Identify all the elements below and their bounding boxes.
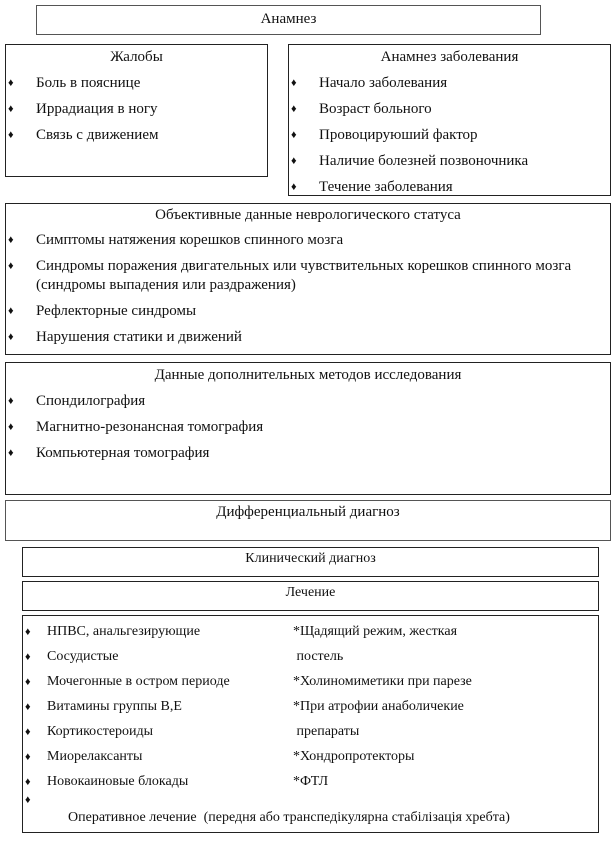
anamnesis-box xyxy=(36,5,541,35)
list-item: ♦ Течение заболевания xyxy=(291,179,453,195)
diamond-bullet-icon: ♦ xyxy=(25,676,31,688)
list-item: препараты xyxy=(293,724,360,739)
list-item: ♦ Боль в пояснице xyxy=(8,75,141,91)
list-item: ♦ Начало заболевания xyxy=(291,75,448,91)
diamond-bullet-icon: ♦ xyxy=(8,305,14,317)
disease-history-list xyxy=(289,74,610,197)
diamond-bullet-icon: ♦ xyxy=(291,129,297,141)
diamond-bullet-icon: ♦ xyxy=(8,395,14,407)
complaints-list xyxy=(6,74,267,145)
list-item: ♦ Миорелаксанты xyxy=(23,748,283,766)
diamond-bullet-icon: ♦ xyxy=(8,234,14,246)
list-item: ♦ Провоцируюший фактор xyxy=(291,127,478,143)
treatment-title: Лечение xyxy=(285,585,336,600)
list-item: ♦ Симптомы натяжения корешков спинного мозга xyxy=(8,232,344,248)
differential-diagnosis-title: Дифференциальный диагноз xyxy=(216,504,400,520)
list-item: ♦ Компьютерная томография xyxy=(8,445,210,461)
differential-diagnosis-box xyxy=(5,500,611,541)
treatments-left-list xyxy=(23,616,283,791)
additional-methods-list xyxy=(6,392,610,463)
list-item: ♦ Кортикостероиды xyxy=(23,723,283,741)
additional-methods-box xyxy=(5,362,611,495)
neuro-status-box xyxy=(5,203,611,355)
list-item: ♦ Рефлекторные синдромы xyxy=(8,303,197,319)
diamond-bullet-icon: ♦ xyxy=(8,331,14,343)
clinical-diagnosis-title: Клинический диагноз xyxy=(245,551,376,566)
diamond-bullet-icon: ♦ xyxy=(291,103,297,115)
diamond-bullet-icon: ♦ xyxy=(8,260,14,272)
anamnesis-title: Анамнез xyxy=(260,11,317,27)
list-item: ♦ Синдромы поражения двигательных или чувствительных корешков спинного мозга (синдромы выпадения или раздражения) xyxy=(8,258,572,293)
list-item: ♦ Сосудистые xyxy=(23,648,283,666)
disease-history-title: Анамнез заболевания xyxy=(380,49,519,65)
diamond-bullet-icon: ♦ xyxy=(25,776,31,788)
list-item: *Щадящий режим, жесткая xyxy=(293,624,458,639)
disease-history-box xyxy=(288,44,611,196)
list-item: ♦ Наличие болезней позвоночника xyxy=(291,153,529,169)
diamond-bullet-icon: ♦ xyxy=(291,181,297,193)
list-item: ♦ Нарушения статики и движений xyxy=(8,329,242,345)
list-item: *Холиномиметики при парезе xyxy=(293,674,472,689)
complaints-box xyxy=(5,44,268,177)
list-item: ♦ Возраст больного xyxy=(291,101,432,117)
list-item: ♦ Мочегонные в остром периоде xyxy=(23,673,283,691)
complaints-title: Жалобы xyxy=(110,49,163,65)
diamond-bullet-icon: ♦ xyxy=(25,794,31,806)
diamond-bullet-icon: ♦ xyxy=(25,726,31,738)
diamond-bullet-icon: ♦ xyxy=(25,701,31,713)
treatments-box xyxy=(22,615,599,833)
treatments-right-list xyxy=(293,616,593,791)
list-item: ♦ Иррадиация в ногу xyxy=(8,101,158,117)
list-item: ♦ Спондилография xyxy=(8,393,146,409)
diamond-bullet-icon: ♦ xyxy=(8,103,14,115)
diamond-bullet-icon: ♦ xyxy=(8,447,14,459)
clinical-diagnosis-box xyxy=(22,547,599,577)
list-item: постель xyxy=(293,649,344,664)
list-item: *ФТЛ xyxy=(293,774,329,789)
diamond-bullet-icon: ♦ xyxy=(25,751,31,763)
additional-methods-title: Данные дополнительных методов исследования xyxy=(154,367,462,383)
list-item: ♦ Новокаиновые блокады xyxy=(23,773,283,791)
diamond-bullet-icon: ♦ xyxy=(8,77,14,89)
list-item: ♦ Связь с движением xyxy=(8,127,159,143)
list-item: ♦ НПВС, анальгезирующие xyxy=(23,623,283,641)
neuro-status-title: Объективные данные неврологического статуса xyxy=(155,207,461,223)
list-item: ♦ Витамины группы В,Е xyxy=(23,698,283,716)
list-item: *Хондропротекторы xyxy=(293,749,415,764)
diamond-bullet-icon: ♦ xyxy=(25,651,31,663)
list-item: *При атрофии анаболичекие xyxy=(293,699,464,714)
treatment-box xyxy=(22,581,599,611)
treatment-surgery-item: ♦ Оперативное лечение (передня або транспедікулярна стабілізація хребта) xyxy=(23,791,607,845)
neuro-status-list xyxy=(6,231,610,347)
diamond-bullet-icon: ♦ xyxy=(25,626,31,638)
diamond-bullet-icon: ♦ xyxy=(8,129,14,141)
list-item: ♦ Магнитно-резонансная томография xyxy=(8,419,264,435)
diamond-bullet-icon: ♦ xyxy=(291,155,297,167)
diamond-bullet-icon: ♦ xyxy=(8,421,14,433)
diamond-bullet-icon: ♦ xyxy=(291,77,297,89)
